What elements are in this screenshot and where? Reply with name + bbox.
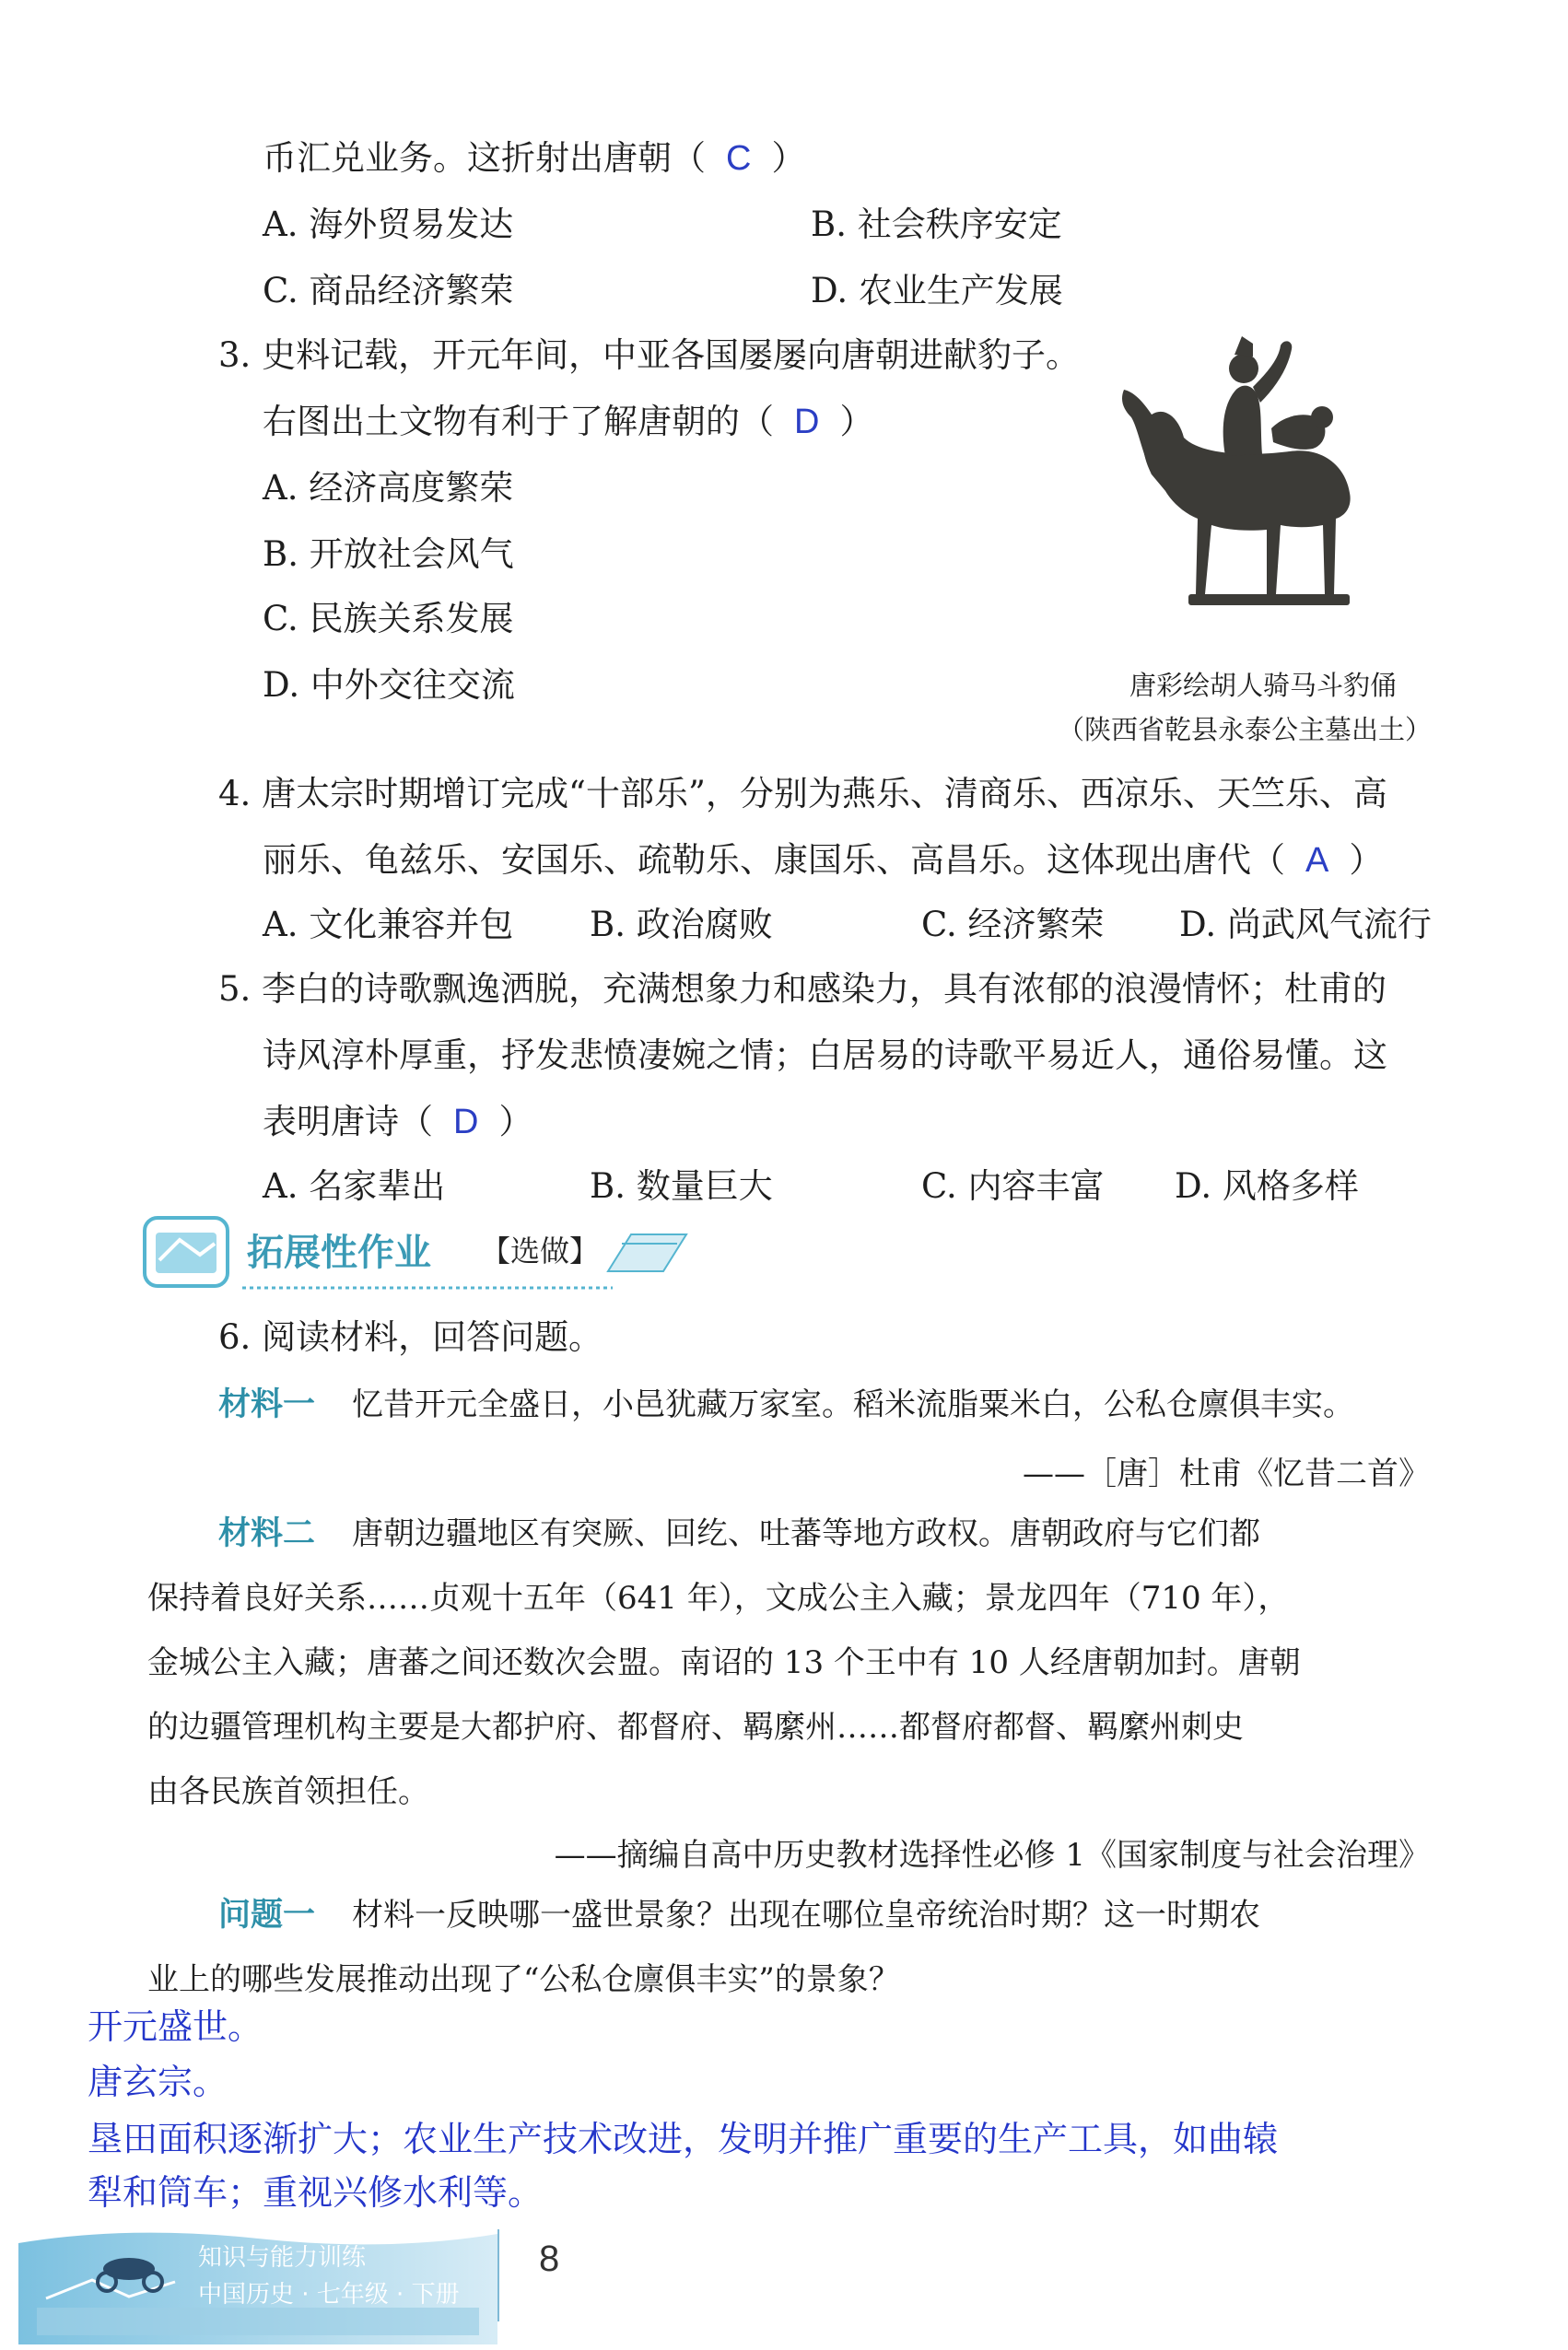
q3-line1: 3. 史料记载，开元年间，中亚各国屡屡向唐朝进献豹子。	[218, 335, 1081, 375]
q4-answer: A	[1305, 841, 1329, 880]
q4-option-c: C. 经济繁荣	[921, 905, 1105, 944]
question-1-label: 问题一	[218, 1897, 316, 1934]
material-2-text-1: 唐朝边疆地区有突厥、回纥、吐蕃等地方政权。唐朝政府与它们都	[352, 1515, 1261, 1552]
q3-answer: D	[794, 403, 820, 441]
q4-close: ）	[1349, 840, 1384, 880]
q5-option-b: B. 数量巨大	[590, 1166, 773, 1206]
q4-option-b: B. 政治腐败	[590, 905, 773, 944]
q3-option-c: C. 民族关系发展	[263, 599, 514, 638]
material-2-line2: 保持着良好关系……贞观十五年（641 年），文成公主入藏；景龙四年（710 年），	[147, 1580, 1290, 1617]
q2-option-d: D. 农业生产发展	[811, 271, 1063, 310]
footer-divider	[497, 2229, 499, 2321]
q3-caption-title: 唐彩绘胡人骑马斗豹俑	[1129, 670, 1398, 701]
answer-line-1: 开元盛世。	[88, 2006, 263, 2047]
q5-line2: 诗风淳朴厚重，抒发悲愤凄婉之情；白居易的诗歌平易近人，通俗易懂。这	[263, 1035, 1387, 1075]
question-1-line1	[218, 1894, 1260, 1936]
q4-line2	[263, 838, 1383, 883]
material-1	[218, 1384, 1354, 1426]
q5-option-d: D. 风格多样	[1175, 1166, 1359, 1206]
q4-line2-text: 丽乐、龟兹乐、安国乐、疏勒乐、康国乐、高昌乐。这体现出唐代（	[263, 840, 1285, 880]
q4-line1: 4. 唐太宗时期增订完成“十部乐”，分别为燕乐、清商乐、西凉乐、天竺乐、高	[218, 774, 1387, 813]
tang-horse-rider-figurine-image	[1115, 318, 1391, 622]
q3-line2	[263, 400, 873, 444]
section-tag: 【选做】	[481, 1233, 600, 1269]
q2-option-b: B. 社会秩序安定	[811, 205, 1062, 244]
footer-subject: 中国历史 · 七年级 · 下册	[198, 2281, 460, 2309]
q4-option-a: A. 文化兼容并包	[263, 905, 514, 944]
q5-option-a: A. 名家辈出	[263, 1166, 446, 1206]
footer-series: 知识与能力训练	[198, 2244, 367, 2272]
question-1-text-1: 材料一反映哪一盛世景象？出现在哪位皇帝统治时期？这一时期农	[352, 1897, 1261, 1934]
material-2-line3: 金城公主入藏；唐蕃之间还数次会盟。南诏的 13 个王中有 10 人经唐朝加封。唐朝	[147, 1644, 1301, 1681]
answer-line-3: 垦田面积逐渐扩大；农业生产技术改进，发明并推广重要的生产工具，如曲辕	[88, 2119, 1279, 2159]
material-2-citation: ——摘编自高中历史教材选择性必修 1《国家制度与社会治理》	[554, 1837, 1430, 1874]
q5-answer: D	[453, 1103, 479, 1141]
material-2-line4: 的边疆管理机构主要是大都护府、都督府、羁縻州……都督府都督、羁縻州刺史	[147, 1709, 1244, 1746]
q4-option-d: D. 尚武风气流行	[1179, 905, 1432, 944]
q5-line3	[263, 1100, 532, 1144]
q6-intro: 6. 阅读材料，回答问题。	[218, 1317, 603, 1357]
q3-line2-text: 右图出土文物有利于了解唐朝的（	[263, 402, 774, 441]
q2-option-a: A. 海外贸易发达	[263, 205, 514, 244]
q5-line1: 5. 李白的诗歌飘逸洒脱，充满想象力和感染力，具有浓郁的浪漫情怀；杜甫的	[218, 969, 1387, 1009]
answer-line-2: 唐玄宗。	[88, 2062, 228, 2102]
material-1-text: 忆昔开元全盛日，小邑犹藏万家室。稻米流脂粟米白，公私仓廪俱丰实。	[352, 1386, 1355, 1423]
q3-caption-source: （陕西省乾县永泰公主墓出土）	[1058, 714, 1433, 745]
material-1-citation: ——［唐］杜甫《忆昔二首》	[1023, 1456, 1430, 1492]
q3-close: ）	[839, 402, 874, 441]
material-1-label: 材料一	[218, 1386, 316, 1423]
q2-option-c: C. 商品经济繁荣	[263, 271, 514, 310]
q3-option-a: A. 经济高度繁荣	[263, 468, 514, 508]
q5-option-c: C. 内容丰富	[921, 1166, 1105, 1206]
q5-close: ）	[498, 1102, 533, 1141]
q2-stem-text: 币汇兑业务。这折射出唐朝（	[263, 138, 706, 178]
q5-line3-text: 表明唐诗（	[263, 1102, 433, 1141]
material-2-label: 材料二	[218, 1515, 316, 1552]
section-title: 拓展性作业	[247, 1232, 431, 1274]
q2-answer: C	[726, 139, 752, 178]
material-2-line1	[218, 1513, 1260, 1555]
q2-close: ）	[771, 138, 806, 178]
question-1-line2: 业上的哪些发展推动出现了“公私仓廪俱丰实”的景象？	[147, 1961, 900, 1998]
q2-stem	[263, 136, 805, 181]
q3-option-b: B. 开放社会风气	[263, 534, 514, 574]
page-number: 8	[539, 2239, 560, 2279]
q3-option-d: D. 中外交往交流	[263, 665, 515, 705]
material-2-line5: 由各民族首领担任。	[147, 1773, 429, 1810]
answer-line-4: 犁和筒车；重视兴修水利等。	[88, 2172, 544, 2213]
